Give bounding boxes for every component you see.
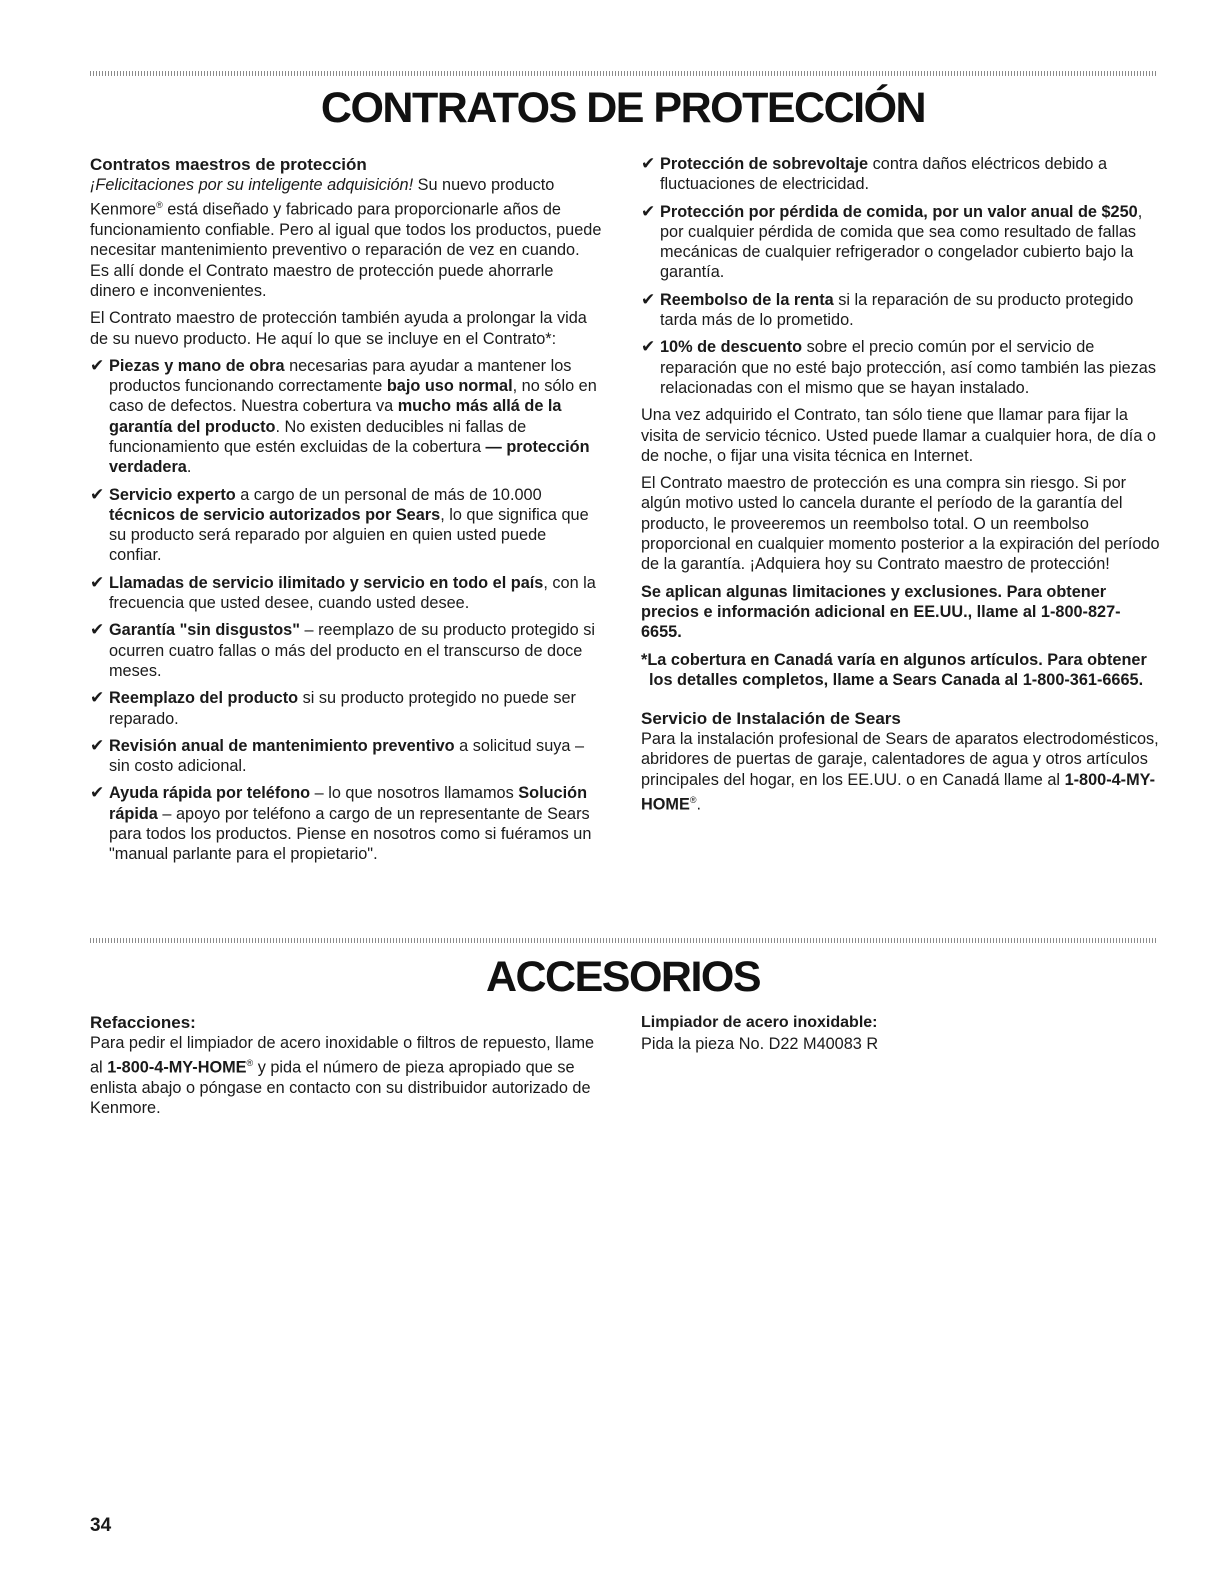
protection-left-column [90, 154, 602, 872]
check-icon: ✔ [641, 201, 656, 221]
accessories-left-column [90, 1012, 602, 1126]
parts-heading: Refacciones: [90, 1013, 196, 1032]
check-icon: ✔ [90, 735, 105, 755]
canada-coverage-note: *La cobertura en Canadá varía en algunos artículos. Para obtener los detalles completos, llame a Sears Canada al 1-800-361-6665. [641, 650, 1147, 689]
us-limitations-note: Se aplican algunas limitaciones y exclusiones. Para obtener precios e información adicional en EE.UU., llame al 1-800-827-6655. [641, 582, 1121, 642]
list-item: ✔ 10% de descuento sobre el precio común por el servicio de reparación que no esté bajo protección, así como también las piezas relacionadas con el mismo que se hayan instalado. [641, 337, 1156, 397]
check-icon: ✔ [641, 289, 656, 309]
service-visit-paragraph: Una vez adquirido el Contrato, tan sólo tiene que llamar para fijar la visita de servicio técnico. Usted puede llamar a cualquier hora, de día o de noche, o fijar una visita técnica en Internet. [641, 406, 1156, 465]
list-item: ✔ Protección por pérdida de comida, por un valor anual de $250, por cualquier pérdida de comida que sea como resultado de fallas mecánicas de cualquier refrigerador o congelador cubierto bajo la garantía. [641, 201, 1143, 282]
check-icon: ✔ [90, 688, 105, 708]
list-item: ✔ Piezas y mano de obra necesarias para ayudar a mantener los productos funcionando correctamente bajo uso normal, no sólo en caso de defectos. Nuestra cobertura va mucho más allá de la garantía del producto. No existen deducibles ni fallas de funcionamiento que estén excluidas de la cobertura — protección verdadera. [90, 355, 597, 477]
list-item: ✔ Servicio experto a cargo de un personal de más de 10.000 técnicos de servicio autorizados por Sears, lo que significa que su producto será reparado por alguien en quien usted puede confiar. [90, 484, 589, 565]
check-icon: ✔ [641, 337, 656, 357]
check-icon: ✔ [90, 484, 105, 504]
benefits-list-right [641, 154, 1161, 398]
page-number: 34 [90, 1515, 112, 1536]
installation-paragraph: Para la instalación profesional de Sears de aparatos electrodomésticos, abridores de puertas de garaje, calentadores de agua y otros artículos principales del hogar, en los EE.UU. o en Canadá llame al 1-800-4-MY-HOME®. [641, 730, 1159, 814]
middle-divider [90, 938, 1156, 943]
check-icon: ✔ [90, 355, 105, 375]
check-icon: ✔ [90, 572, 105, 592]
contract-paragraph: El Contrato maestro de protección también ayuda a prolongar la vida de su nuevo producto. He aquí lo que se incluye en el Contrato*: [90, 309, 587, 348]
accessories-title: ACCESORIOS [485, 953, 761, 1001]
check-icon: ✔ [90, 620, 105, 640]
protection-title: CONTRATOS DE PROTECCIÓN [320, 84, 926, 132]
list-item: ✔ Reemplazo del producto si su producto protegido no puede ser reparado. [90, 688, 576, 728]
intro-paragraph: ¡Felicitaciones por su inteligente adquisición! Su nuevo producto Kenmore® está diseñado y fabricado para proporcionarle años de funcionamiento confiable. Pero al igual que todos los productos, puede necesitar mantenimiento preventivo o reparación de vez en cuando. Es allí donde el Contrato maestro de protección puede ahorrarle dinero e inconvenientes. [90, 176, 602, 300]
list-item: ✔ Reembolso de la renta si la reparación de su producto protegido tarda más de lo prometido. [641, 289, 1134, 330]
top-divider [90, 71, 1156, 76]
check-icon: ✔ [90, 783, 105, 803]
list-item: ✔ Llamadas de servicio ilimitado y servicio en todo el país, con la frecuencia que usted desee, cuando usted desee. [90, 572, 596, 613]
list-item: ✔ Ayuda rápida por teléfono – lo que nosotros llamamos Solución rápida – apoyo por teléfono a cargo de un representante de Sears para todos los productos. Piense en nosotros como si fuéramos un "manual parlante para el propietario". [90, 783, 592, 864]
check-icon: ✔ [641, 154, 656, 173]
list-item: ✔ Protección de sobrevoltaje contra daños eléctricos debido a fluctuaciones de electricidad. [641, 154, 1108, 194]
cleaner-part-number: Pida la pieza No. D22 M40083 R [641, 1035, 879, 1053]
cleaner-heading: Limpiador de acero inoxidable: [641, 1014, 878, 1031]
parts-paragraph: Para pedir el limpiador de acero inoxidable o filtros de repuesto, llame al 1-800-4-MY-HOME® y pida el número de pieza apropiado que se enlista abajo o póngase en contacto con su distribuidor autorizado de Kenmore. [90, 1034, 595, 1118]
installation-heading: Servicio de Instalación de Sears [641, 709, 901, 729]
accessories-right-column [641, 1012, 1161, 1061]
list-item: ✔ Revisión anual de mantenimiento preventivo a solicitud suya – sin costo adicional. [90, 735, 585, 776]
risk-free-paragraph: El Contrato maestro de protección es una compra sin riesgo. Si por algún motivo usted lo cancela durante el período de la garantía del producto, le proveeremos un reembolso total. O un reembolso proporcional en cualquier momento posterior a la expiración del período de la garantía. ¡Adquiera hoy su Contrato maestro de protección! [641, 474, 1160, 574]
benefits-list-left [90, 356, 602, 865]
list-item: ✔ Garantía "sin disgustos" – reemplazo de su producto protegido si ocurren cuatro fallas o más del producto en el transcurso de doce meses. [90, 620, 596, 680]
master-contracts-heading: Contratos maestros de protección [90, 155, 367, 174]
protection-right-column [641, 154, 1161, 822]
